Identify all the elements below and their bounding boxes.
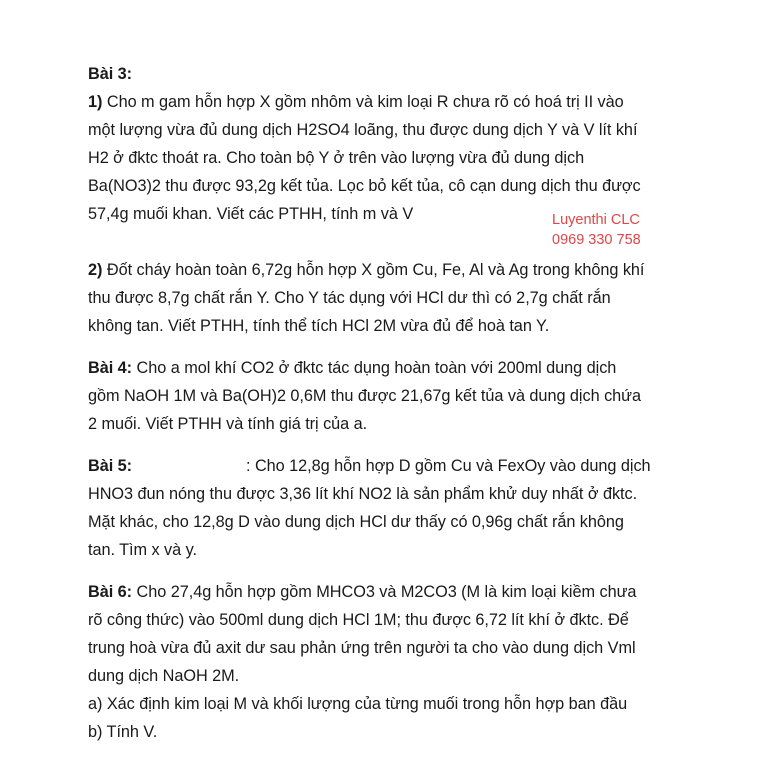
bai5-line-3: Mặt khác, cho 12,8g D vào dung dịch HCl dư thấy có 0,96g chất rắn không [88,513,624,531]
bai3-heading: Bài 3: [88,65,133,83]
bai4-line-1: Bài 4: Cho a mol khí CO2 ở đktc tác dụng hoàn toàn với 200ml dung dịch [88,359,617,377]
bai5-line-1: : Cho 12,8g hỗn hợp D gồm Cu và FexOy vào dung dịch [246,457,651,475]
bai4-line-3: 2 muối. Viết PTHH và tính giá trị của a. [88,415,368,433]
bai6-heading: Bài 6: [88,583,133,601]
bai3-p1-line-5: 57,4g muối khan. Viết các PTHH, tính m và V [88,205,414,223]
bai6-sub-b: b) Tính V. [88,723,158,741]
watermark-name: Luyenthi CLC [552,212,640,228]
bai4-heading: Bài 4: [88,359,133,377]
bai4-line-2: gồm NaOH 1M và Ba(OH)2 0,6M thu được 21,67g kết tủa và dung dịch chứa [88,387,642,405]
bai5-heading: Bài 5: [88,457,133,475]
bai3-p2-line-1: 2) Đốt cháy hoàn toàn 6,72g hỗn hợp X gồm Cu, Fe, Al và Ag trong không khí [88,261,645,279]
bai5-line-2: HNO3 đun nóng thu được 3,36 lít khí NO2 là sản phẩm khử duy nhất ở đktc. [88,485,638,503]
bai3-p2-line-3: không tan. Viết PTHH, tính thể tích HCl 2M vừa đủ để hoà tan Y. [88,317,550,335]
bai5-line-4: tan. Tìm x và y. [88,541,197,559]
watermark-phone: 0969 330 758 [552,232,641,248]
bai3-p1-line-4: Ba(NO3)2 thu được 93,2g kết tủa. Lọc bỏ kết tủa, cô cạn dung dịch thu được [88,177,641,195]
bai6-line-4: dung dịch NaOH 2M. [88,667,240,685]
bai3-p1-line-1: 1) Cho m gam hỗn hợp X gồm nhôm và kim loại R chưa rõ có hoá trị II vào [88,93,624,111]
bai3-p1-number: 1) [88,93,103,111]
bai6-sub-a: a) Xác định kim loại M và khối lượng của từng muối trong hỗn hợp ban đầu [88,695,628,713]
bai6-line-1: Bài 6: Cho 27,4g hỗn hợp gồm MHCO3 và M2CO3 (M là kim loại kiềm chưa [88,583,637,601]
bai6-line-3: trung hoà vừa đủ axit dư sau phản ứng trên người ta cho vào dung dịch Vml [88,639,636,657]
bai3-p1-line-2: một lượng vừa đủ dung dịch H2SO4 loãng, thu được dung dịch Y và V lít khí [88,121,638,139]
bai3-p2-number: 2) [88,261,103,279]
bai3-p2-line-2: thu được 8,7g chất rắn Y. Cho Y tác dụng với HCl dư thì có 2,7g chất rắn [88,289,611,307]
bai6-line-2: rõ công thức) vào 500ml dung dịch HCl 1M; thu được 6,72 lít khí ở đktc. Để [88,611,629,629]
bai3-p1-line-3: H2 ở đktc thoát ra. Cho toàn bộ Y ở trên vào lượng vừa đủ dung dịch [88,149,585,167]
